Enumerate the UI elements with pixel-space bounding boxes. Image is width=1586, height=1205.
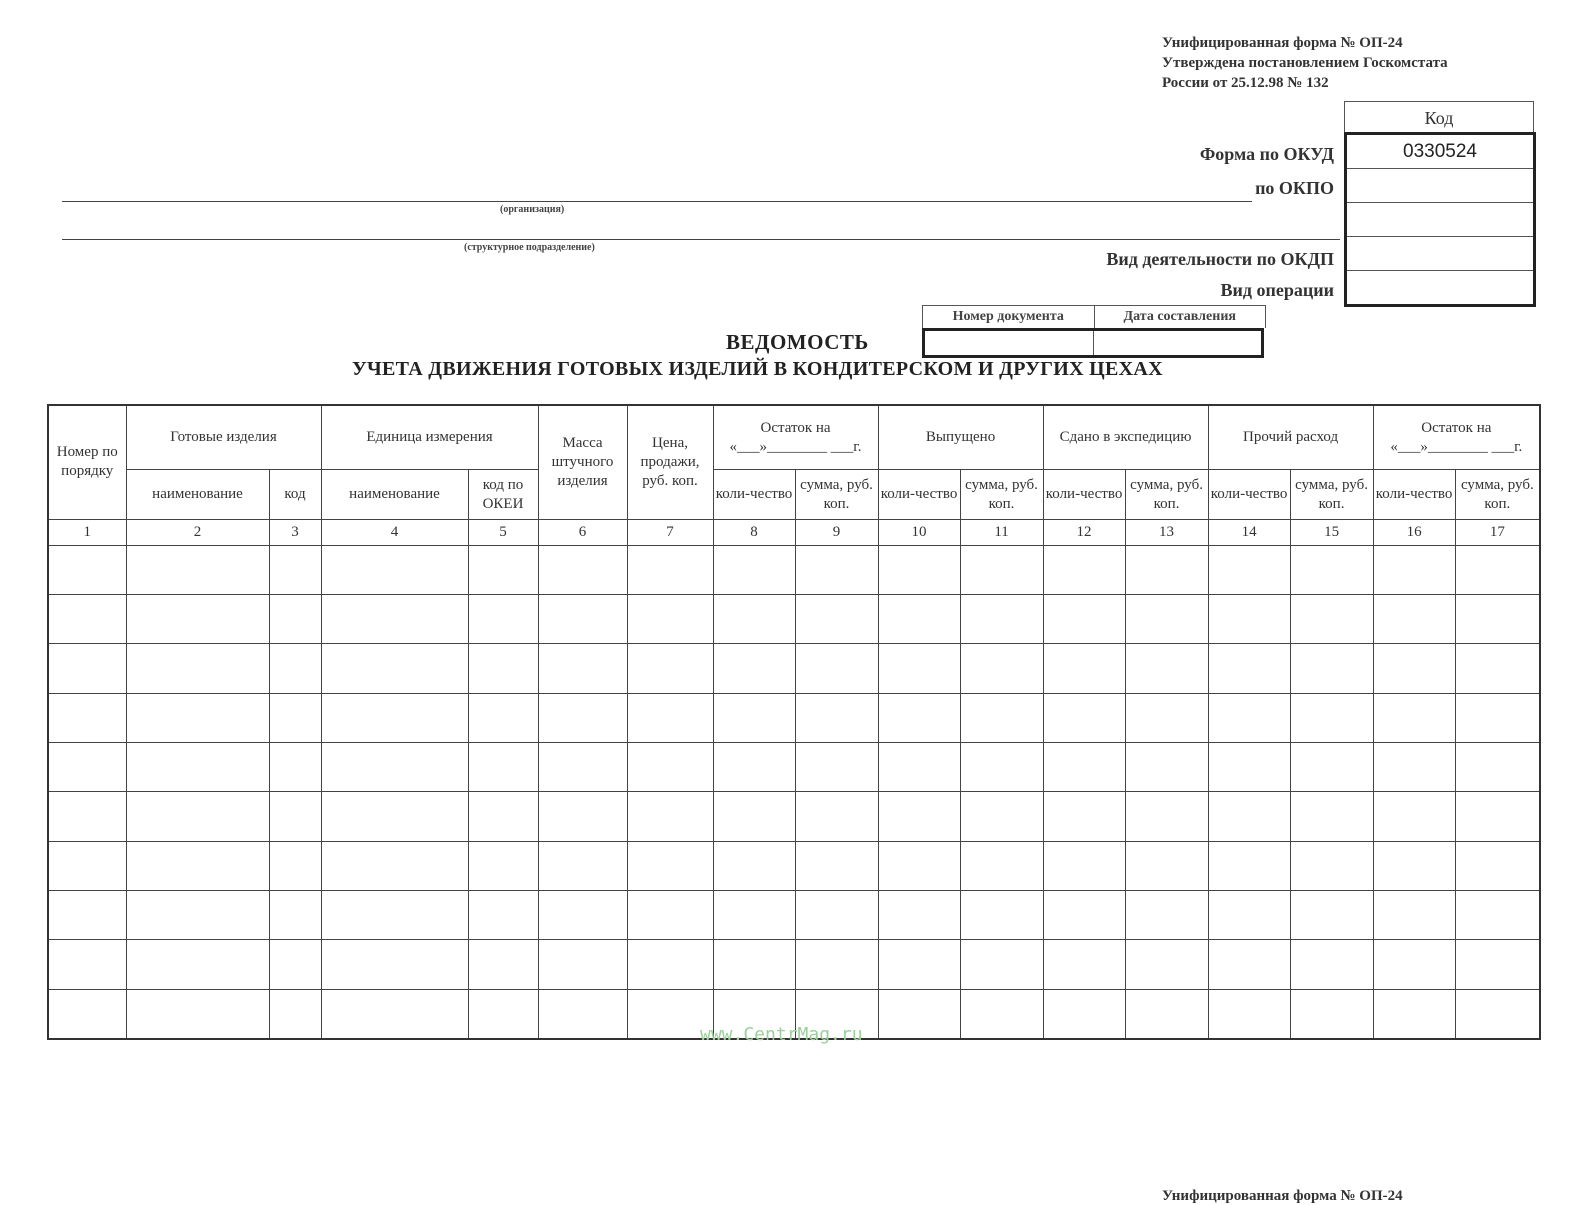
table-cell[interactable] xyxy=(1208,940,1290,989)
table-cell[interactable] xyxy=(1290,989,1373,1039)
table-cell[interactable] xyxy=(713,841,795,890)
table-cell[interactable] xyxy=(269,743,321,792)
subheader-okei: код по ОКЕИ xyxy=(468,470,538,519)
division-caption: (структурное подразделение) xyxy=(464,242,595,253)
form-number-line: Унифицированная форма № ОП-24 xyxy=(1162,35,1403,51)
division-line[interactable] xyxy=(62,239,1340,240)
table-cell[interactable] xyxy=(1208,841,1290,890)
column-number-cell: 17 xyxy=(1455,519,1540,545)
table-cell[interactable] xyxy=(538,644,627,693)
table-cell[interactable] xyxy=(1373,545,1455,594)
approval-date-line: России от 25.12.98 № 132 xyxy=(1162,75,1329,91)
column-number-cell: 13 xyxy=(1125,519,1208,545)
table-cell[interactable] xyxy=(468,644,538,693)
table-cell[interactable] xyxy=(627,545,713,594)
approval-line: Утверждена постановлением Госкомстата xyxy=(1162,55,1448,71)
table-cell[interactable] xyxy=(795,644,878,693)
table-cell[interactable] xyxy=(269,595,321,644)
table-cell[interactable] xyxy=(878,792,960,841)
table-cell[interactable] xyxy=(627,841,713,890)
table-cell[interactable] xyxy=(1455,841,1540,890)
operation-label: Вид операции xyxy=(1220,280,1334,300)
table-cell[interactable] xyxy=(1043,841,1125,890)
table-cell[interactable] xyxy=(1455,989,1540,1039)
table-cell[interactable] xyxy=(713,545,795,594)
table-cell[interactable] xyxy=(1290,545,1373,594)
table-cell[interactable] xyxy=(269,644,321,693)
subheader-qty: коли-чество xyxy=(1208,470,1290,519)
table-cell[interactable] xyxy=(1043,545,1125,594)
table-cell[interactable] xyxy=(321,890,468,939)
table-cell[interactable] xyxy=(126,989,269,1039)
okdp-label: Вид деятельности по ОКДП xyxy=(1106,249,1334,269)
table-cell[interactable] xyxy=(1290,792,1373,841)
table-cell[interactable] xyxy=(1455,693,1540,742)
table-cell[interactable] xyxy=(627,940,713,989)
table-cell[interactable] xyxy=(960,792,1043,841)
table-cell[interactable] xyxy=(795,792,878,841)
column-numbers-row xyxy=(48,519,1540,545)
table-cell[interactable] xyxy=(795,890,878,939)
column-number-cell: 4 xyxy=(321,519,468,545)
table-cell[interactable] xyxy=(878,595,960,644)
column-number-cell: 10 xyxy=(878,519,960,545)
document-date-label: Дата составления xyxy=(1123,309,1236,324)
document-title: ВЕДОМОСТЬ xyxy=(726,330,869,354)
code-box xyxy=(1344,132,1536,307)
table-cell[interactable] xyxy=(538,595,627,644)
table-cell[interactable] xyxy=(1455,743,1540,792)
table-cell[interactable] xyxy=(48,743,126,792)
table-cell[interactable] xyxy=(321,743,468,792)
table-cell[interactable] xyxy=(1043,890,1125,939)
table-cell[interactable] xyxy=(48,792,126,841)
table-row xyxy=(48,841,1540,890)
header-mass: Масса штучного изделия xyxy=(538,405,627,519)
table-cell[interactable] xyxy=(713,743,795,792)
table-cell[interactable] xyxy=(538,545,627,594)
table-cell[interactable] xyxy=(878,841,960,890)
table-cell[interactable] xyxy=(126,792,269,841)
table-cell[interactable] xyxy=(1208,644,1290,693)
table-cell[interactable] xyxy=(1043,743,1125,792)
column-number-cell: 3 xyxy=(269,519,321,545)
subheader-sum: сумма, руб. коп. xyxy=(1455,470,1540,519)
table-cell[interactable] xyxy=(321,841,468,890)
table-cell[interactable] xyxy=(1125,595,1208,644)
operation-code-cell[interactable] xyxy=(1347,271,1533,304)
table-cell[interactable] xyxy=(713,940,795,989)
organization-caption: (организация) xyxy=(500,204,565,215)
table-cell[interactable] xyxy=(538,940,627,989)
table-cell[interactable] xyxy=(713,595,795,644)
table-row xyxy=(48,595,1540,644)
table-cell[interactable] xyxy=(1373,989,1455,1039)
table-row xyxy=(48,792,1540,841)
table-cell[interactable] xyxy=(321,693,468,742)
table-cell[interactable] xyxy=(468,890,538,939)
table-cell[interactable] xyxy=(1043,693,1125,742)
header-unit: Единица измерения xyxy=(321,405,538,470)
document-date-cell[interactable] xyxy=(1094,331,1262,355)
table-cell[interactable] xyxy=(321,595,468,644)
table-cell[interactable] xyxy=(795,595,878,644)
subheader-qty: коли-чество xyxy=(1043,470,1125,519)
table-cell[interactable] xyxy=(1290,890,1373,939)
table-cell[interactable] xyxy=(1290,940,1373,989)
form-approval-note xyxy=(1162,33,1448,93)
code-column-header: Код xyxy=(1344,101,1534,133)
table-cell[interactable] xyxy=(795,841,878,890)
table-cell[interactable] xyxy=(538,743,627,792)
table-cell[interactable] xyxy=(538,693,627,742)
table-cell[interactable] xyxy=(126,595,269,644)
header-balance-start: Остаток на «___»________ ___г. xyxy=(713,405,878,470)
table-cell[interactable] xyxy=(126,743,269,792)
column-number-cell: 15 xyxy=(1290,519,1373,545)
document-number-cell[interactable] xyxy=(925,331,1094,355)
header-released: Выпущено xyxy=(878,405,1043,470)
table-cell[interactable] xyxy=(795,940,878,989)
table-cell[interactable] xyxy=(1455,792,1540,841)
table-row xyxy=(48,940,1540,989)
table-cell[interactable] xyxy=(468,989,538,1039)
table-cell[interactable] xyxy=(627,743,713,792)
okdp-code-cell[interactable] xyxy=(1347,237,1533,271)
table-cell[interactable] xyxy=(960,989,1043,1039)
table-cell[interactable] xyxy=(1043,644,1125,693)
organization-line[interactable] xyxy=(62,201,1252,202)
table-cell[interactable] xyxy=(1125,890,1208,939)
header-products: Готовые изделия xyxy=(126,405,321,470)
table-cell[interactable] xyxy=(627,693,713,742)
header-price: Цена, продажи, руб. коп. xyxy=(627,405,713,519)
table-cell[interactable] xyxy=(960,940,1043,989)
table-cell[interactable] xyxy=(1290,841,1373,890)
table-cell[interactable] xyxy=(1373,792,1455,841)
table-cell[interactable] xyxy=(1290,693,1373,742)
table-cell[interactable] xyxy=(468,693,538,742)
table-cell[interactable] xyxy=(1125,693,1208,742)
table-cell[interactable] xyxy=(878,989,960,1039)
table-cell[interactable] xyxy=(48,644,126,693)
table-cell[interactable] xyxy=(960,743,1043,792)
table-cell[interactable] xyxy=(48,989,126,1039)
column-number-cell: 1 xyxy=(48,519,126,545)
table-cell[interactable] xyxy=(1125,743,1208,792)
subheader-qty: коли-чество xyxy=(713,470,795,519)
table-cell[interactable] xyxy=(1208,595,1290,644)
subheader-product-code: код xyxy=(269,470,321,519)
table-cell[interactable] xyxy=(1208,890,1290,939)
table-row xyxy=(48,545,1540,594)
table-cell[interactable] xyxy=(960,595,1043,644)
table-cell[interactable] xyxy=(1290,644,1373,693)
table-cell[interactable] xyxy=(468,940,538,989)
table-cell[interactable] xyxy=(468,792,538,841)
column-number-cell: 11 xyxy=(960,519,1043,545)
table-cell[interactable] xyxy=(627,890,713,939)
table-cell[interactable] xyxy=(468,545,538,594)
table-cell[interactable] xyxy=(1290,743,1373,792)
table-cell[interactable] xyxy=(1373,743,1455,792)
column-number-cell: 2 xyxy=(126,519,269,545)
table-cell[interactable] xyxy=(468,841,538,890)
column-number-cell: 12 xyxy=(1043,519,1125,545)
table-cell[interactable] xyxy=(1373,940,1455,989)
table-cell[interactable] xyxy=(1208,545,1290,594)
products-movement-table xyxy=(47,404,1541,1040)
table-cell[interactable] xyxy=(126,940,269,989)
blank-code-cell[interactable] xyxy=(1347,203,1533,237)
table-cell[interactable] xyxy=(960,693,1043,742)
table-cell[interactable] xyxy=(48,940,126,989)
header-number: Номер по порядку xyxy=(48,405,126,519)
okpo-code-cell[interactable] xyxy=(1347,169,1533,203)
table-cell[interactable] xyxy=(1043,595,1125,644)
table-row xyxy=(48,644,1540,693)
table-cell[interactable] xyxy=(1208,792,1290,841)
subheader-sum: сумма, руб. коп. xyxy=(795,470,878,519)
column-number-cell: 8 xyxy=(713,519,795,545)
table-cell[interactable] xyxy=(269,890,321,939)
header-expedition: Сдано в экспедицию xyxy=(1043,405,1208,470)
table-cell[interactable] xyxy=(1043,989,1125,1039)
table-cell[interactable] xyxy=(321,644,468,693)
table-cell[interactable] xyxy=(627,792,713,841)
table-cell[interactable] xyxy=(1125,841,1208,890)
table-cell[interactable] xyxy=(468,743,538,792)
table-cell[interactable] xyxy=(321,792,468,841)
subheader-sum: сумма, руб. коп. xyxy=(1290,470,1373,519)
okud-code-cell[interactable]: 0330524 xyxy=(1347,135,1533,169)
table-cell[interactable] xyxy=(627,595,713,644)
table-cell[interactable] xyxy=(1373,644,1455,693)
table-cell[interactable] xyxy=(321,545,468,594)
table-cell[interactable] xyxy=(960,841,1043,890)
table-cell[interactable] xyxy=(1208,989,1290,1039)
table-cell[interactable] xyxy=(878,743,960,792)
table-cell[interactable] xyxy=(1125,644,1208,693)
column-number-cell: 5 xyxy=(468,519,538,545)
table-cell[interactable] xyxy=(48,890,126,939)
table-cell[interactable] xyxy=(713,792,795,841)
table-cell[interactable] xyxy=(878,545,960,594)
table-cell[interactable] xyxy=(1373,693,1455,742)
subheader-qty: коли-чество xyxy=(1373,470,1455,519)
column-number-cell: 16 xyxy=(1373,519,1455,545)
subheader-sum: сумма, руб. коп. xyxy=(960,470,1043,519)
table-cell[interactable] xyxy=(538,841,627,890)
table-cell[interactable] xyxy=(1455,595,1540,644)
table-cell[interactable] xyxy=(1125,545,1208,594)
table-cell[interactable] xyxy=(1125,989,1208,1039)
column-number-cell: 9 xyxy=(795,519,878,545)
table-cell[interactable] xyxy=(1125,940,1208,989)
table-cell[interactable] xyxy=(1373,890,1455,939)
table-cell[interactable] xyxy=(960,644,1043,693)
table-cell[interactable] xyxy=(269,940,321,989)
table-cell[interactable] xyxy=(1043,792,1125,841)
subheader-sum: сумма, руб. коп. xyxy=(1125,470,1208,519)
table-cell[interactable] xyxy=(269,693,321,742)
table-cell[interactable] xyxy=(795,545,878,594)
table-cell[interactable] xyxy=(126,890,269,939)
table-cell[interactable] xyxy=(48,545,126,594)
table-cell[interactable] xyxy=(627,644,713,693)
table-cell[interactable] xyxy=(713,693,795,742)
subheader-unit-name: наименование xyxy=(321,470,468,519)
table-cell[interactable] xyxy=(1125,792,1208,841)
table-cell[interactable] xyxy=(878,693,960,742)
footer-form-note: Унифицированная форма № ОП-24 xyxy=(1162,1188,1403,1204)
table-cell[interactable] xyxy=(1455,890,1540,939)
table-cell[interactable] xyxy=(321,940,468,989)
table-cell[interactable] xyxy=(538,989,627,1039)
table-cell[interactable] xyxy=(960,545,1043,594)
okpo-label: по ОКПО xyxy=(1255,178,1334,198)
column-number-cell: 7 xyxy=(627,519,713,545)
okud-label: Форма по ОКУД xyxy=(1199,144,1334,164)
table-cell[interactable] xyxy=(1455,545,1540,594)
subheader-qty: коли-чество xyxy=(878,470,960,519)
table-cell[interactable] xyxy=(1455,940,1540,989)
table-cell[interactable] xyxy=(878,940,960,989)
subheader-product-name: наименование xyxy=(126,470,269,519)
table-cell[interactable] xyxy=(1373,595,1455,644)
table-cell[interactable] xyxy=(1290,595,1373,644)
table-cell[interactable] xyxy=(269,989,321,1039)
table-cell[interactable] xyxy=(538,890,627,939)
column-number-cell: 14 xyxy=(1208,519,1290,545)
table-cell[interactable] xyxy=(538,792,627,841)
document-meta-header xyxy=(922,305,1266,328)
table-cell[interactable] xyxy=(713,644,795,693)
table-row xyxy=(48,890,1540,939)
table-cell[interactable] xyxy=(126,545,269,594)
table-row xyxy=(48,693,1540,742)
table-cell[interactable] xyxy=(878,890,960,939)
header-other-expense: Прочий расход xyxy=(1208,405,1373,470)
table-cell[interactable] xyxy=(1208,693,1290,742)
table-cell[interactable] xyxy=(48,693,126,742)
table-cell[interactable] xyxy=(960,890,1043,939)
document-number-label: Номер документа xyxy=(923,306,1095,328)
document-subtitle: УЧЕТА ДВИЖЕНИЯ ГОТОВЫХ ИЗДЕЛИЙ В КОНДИТЕРСКОМ И ДРУГИХ ЦЕХАХ xyxy=(352,358,1163,380)
table-cell[interactable] xyxy=(878,644,960,693)
table-cell[interactable] xyxy=(1373,841,1455,890)
document-meta-box xyxy=(922,328,1264,358)
table-cell[interactable] xyxy=(468,595,538,644)
header-balance-end: Остаток на «___»________ ___г. xyxy=(1373,405,1540,470)
table-cell[interactable] xyxy=(713,890,795,939)
table-cell[interactable] xyxy=(1043,940,1125,989)
watermark: www.CentrMag.ru xyxy=(700,1024,863,1045)
table-cell[interactable] xyxy=(795,743,878,792)
column-number-cell: 6 xyxy=(538,519,627,545)
table-cell[interactable] xyxy=(126,644,269,693)
table-cell[interactable] xyxy=(269,792,321,841)
table-row xyxy=(48,743,1540,792)
table-body xyxy=(48,545,1540,1039)
table-cell[interactable] xyxy=(1208,743,1290,792)
table-cell[interactable] xyxy=(48,595,126,644)
table-cell[interactable] xyxy=(126,693,269,742)
table-cell[interactable] xyxy=(48,841,126,890)
table-cell[interactable] xyxy=(269,545,321,594)
table-cell[interactable] xyxy=(321,989,468,1039)
table-cell[interactable] xyxy=(1455,644,1540,693)
table-cell[interactable] xyxy=(269,841,321,890)
table-cell[interactable] xyxy=(795,693,878,742)
table-cell[interactable] xyxy=(126,841,269,890)
